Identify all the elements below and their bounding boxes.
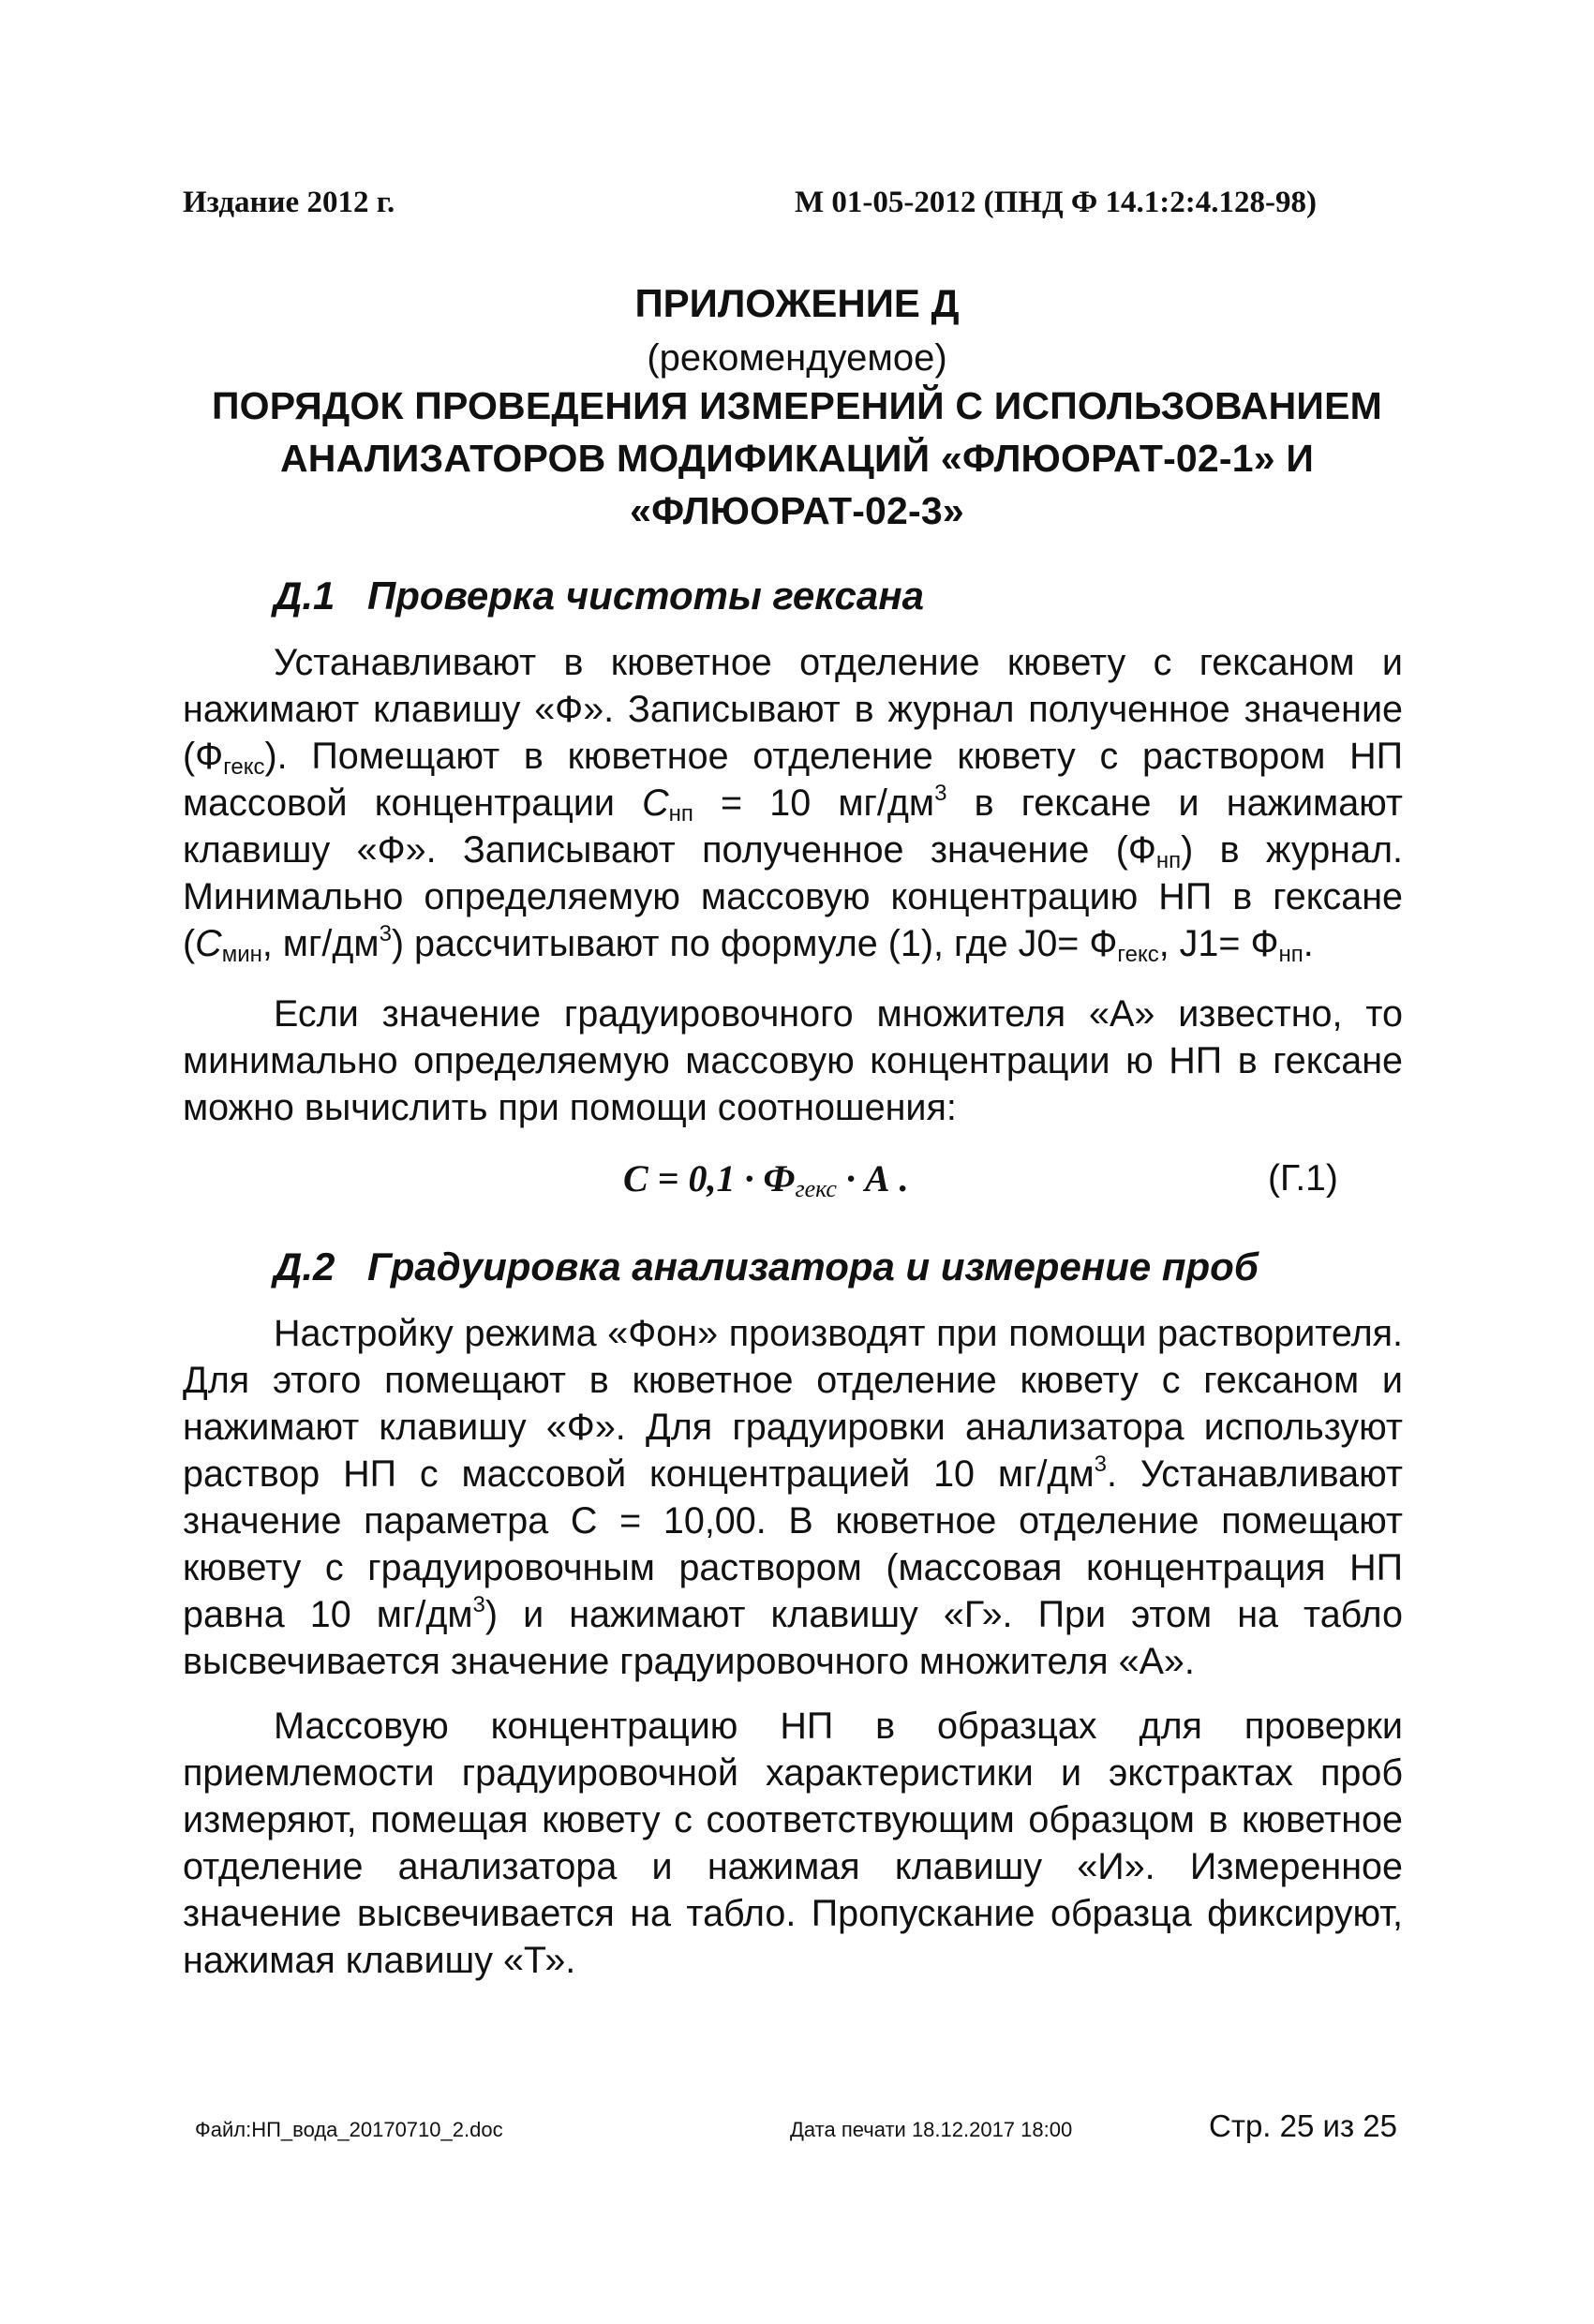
appendix-heading bbox=[0, 380, 1594, 537]
appendix-heading-line-1: ПОРЯДОК ПРОВЕДЕНИЯ ИЗМЕРЕНИЙ С ИСПОЛЬЗОВАНИЕМ bbox=[212, 384, 1382, 427]
section-1-number: Д.1 bbox=[274, 574, 335, 618]
standard-code-header: М 01-05-2012 (ПНД Ф 14.1:2:4.128-98) bbox=[795, 186, 1317, 219]
footer-file-name: Файл:НП_вода_20170710_2.doc bbox=[195, 2118, 503, 2141]
section-1-heading bbox=[274, 574, 924, 618]
paragraph-sample-measurement: Массовую концентрацию НП в образцах для проверки приемлемости градуировочной характеристики и экстрактах проб измеряют, помещая кювету с соответствующим образцом в кюветное отделение анализатора и нажимая клавишу «И». Измеренное значение высвечивается на табло. Пропускание образца фиксируют, нажимая клавишу «Т». bbox=[183, 1706, 1403, 1981]
section-1-title: Проверка чистоты гексана bbox=[367, 574, 924, 618]
paragraph-multiplier: Если значение градуировочного множителя «А» известно, то минимально определяемую массовую концентрации ю НП в гексане можно вычислить при помощи соотношения: bbox=[183, 993, 1403, 1128]
edition-header: Издание 2012 г. bbox=[183, 186, 395, 219]
appendix-subtitle: (рекомендуемое) bbox=[647, 337, 947, 379]
formula-number: (Г.1) bbox=[1268, 1158, 1338, 1199]
paragraph-hexane-check: Устанавливают в кюветное отделение кювету с гексаном и нажимают клавишу «Ф». Записывают в журнал полученное значение $(Ф_{гекс})$. Помещают в кюветное отделение кювету с раствором НП массовой концентрации $С_{нп} = 10$ $мг/дм^3$ в гексане и нажимают клавишу «Ф». Записывают полученное значение $(Ф_{нп})$ в журнал. Минимально определяемую массовую концентрацию НП в гексане ($С_{мин}$, $мг/дм^3$) рассчитывают по формуле (1), где $J0= Ф_{гекс}$, $J1= Ф_{нп}$. bbox=[183, 642, 1404, 967]
appendix-heading-line-3: «ФЛЮОРАТ-02-3» bbox=[630, 489, 964, 532]
formula-g1: $C = 0,1 \cdot Ф_{гекс} \cdot А$ . bbox=[623, 1157, 909, 1202]
footer-page-number: Стр. 25 из 25 bbox=[1209, 2108, 1397, 2143]
paragraph-calibration: Настройку режима «Фон» производят при помощи растворителя. Для этого помещают в кюветное отделение кювету с гексаном и нажимают клавишу «Ф». Для градуировки анализатора используют раствор НП с массовой концентрацией 10 $мг/дм^3$. Устанавливают значение параметра С = 10,00. В кюветное отделение помещают кювету с градуировочным раствором (массовая концентрация НП равна 10 $мг/дм^3$) и нажимают клавишу «Г». При этом на табло высвечивается значение градуировочного множителя «А». bbox=[183, 1313, 1403, 1682]
section-2-number: Д.2 bbox=[274, 1244, 335, 1289]
section-2-title: Градуировка анализатора и измерение проб bbox=[367, 1244, 1259, 1289]
appendix-heading-line-2: АНАЛИЗАТОРОВ МОДИФИКАЦИЙ «ФЛЮОРАТ-02-1» И bbox=[279, 437, 1315, 480]
section-2-heading bbox=[274, 1244, 1259, 1289]
footer-print-date: Дата печати 18.12.2017 18:00 bbox=[790, 2118, 1073, 2141]
appendix-title: ПРИЛОЖЕНИЕ Д bbox=[634, 281, 960, 325]
